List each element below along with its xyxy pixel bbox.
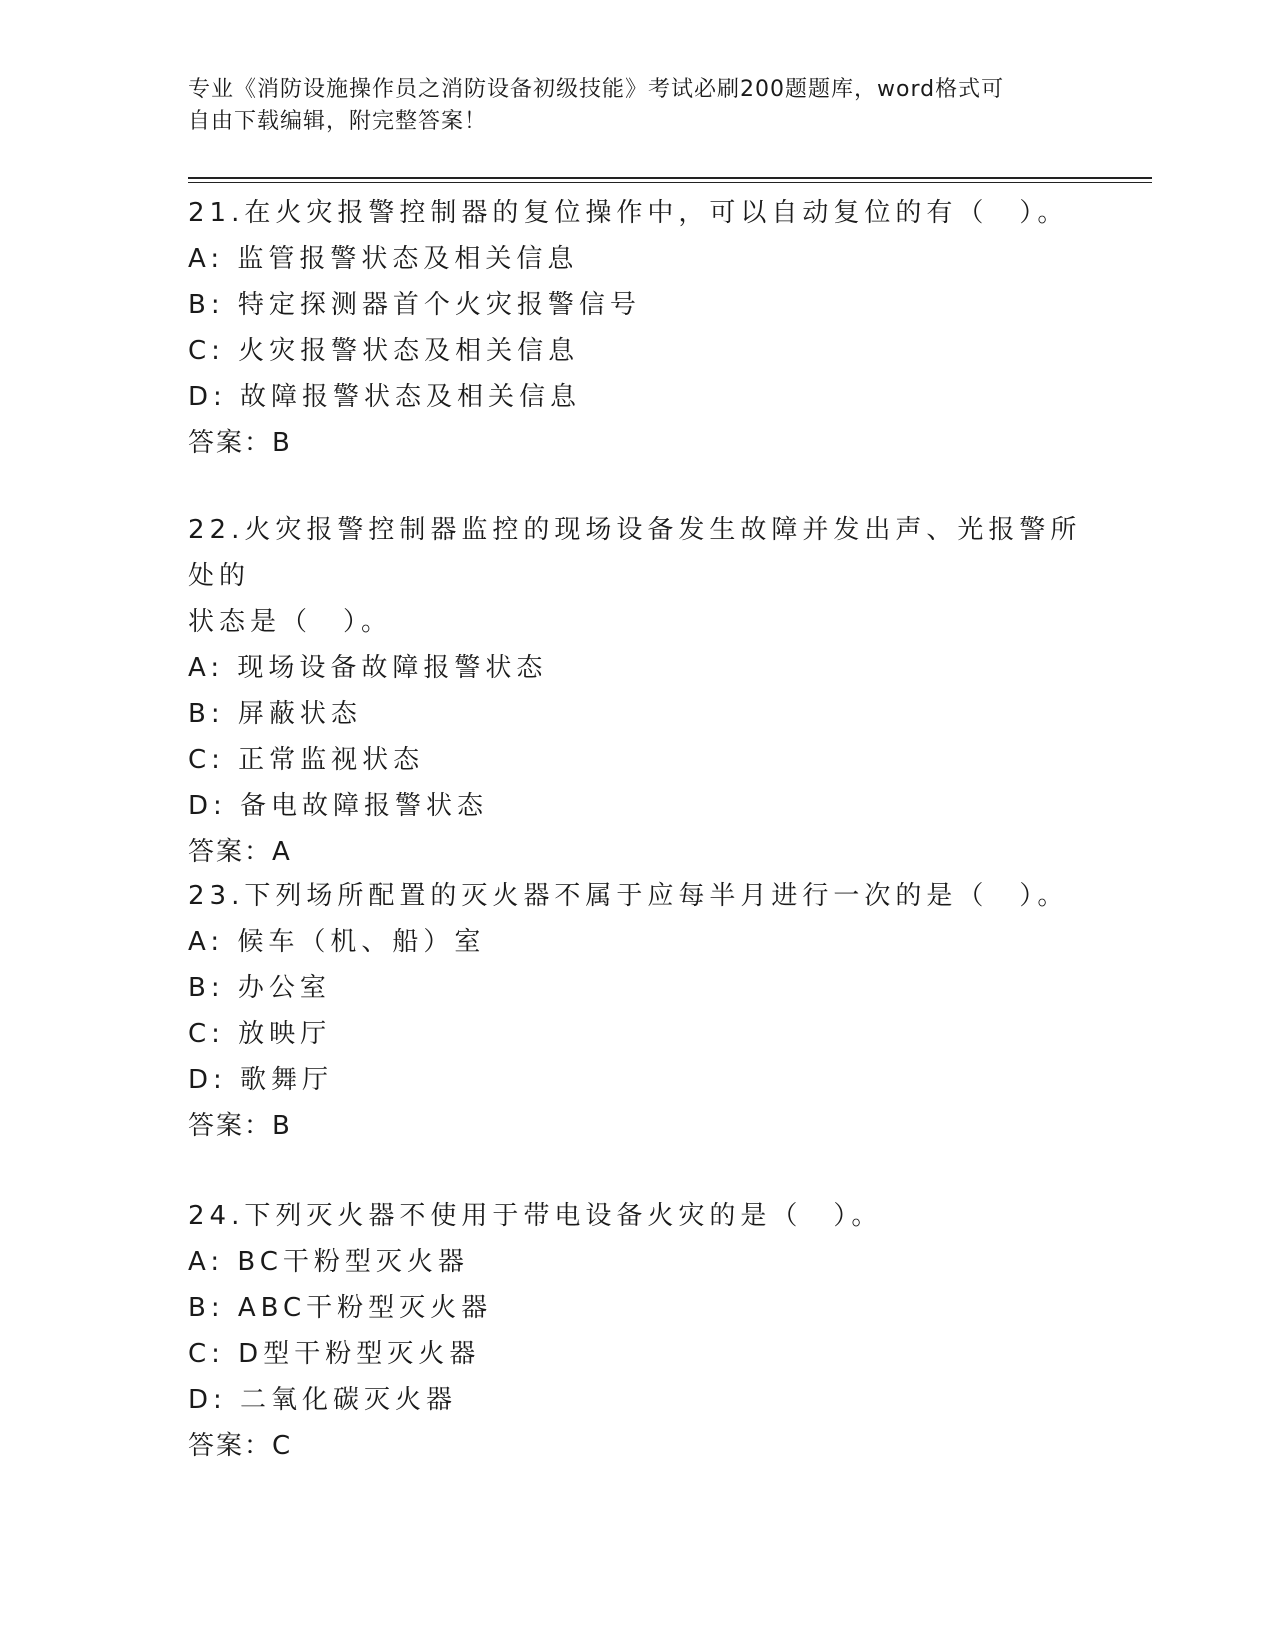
option-b: B: ABC干粉型灭火器 (188, 1293, 493, 1323)
header-line-1: 专业《消防设施操作员之消防设备初级技能》考试必刷200题题库，word格式可 (188, 77, 1005, 102)
option-d: D: 歌舞厅 (188, 1065, 334, 1095)
option-a: A: 监管报警状态及相关信息 (188, 244, 579, 274)
question-stem: 21.在火灾报警控制器的复位操作中，可以自动复位的有（ ）。 (188, 198, 1069, 228)
question-22 (188, 507, 1088, 875)
option-a: A: BC干粉型灭火器 (188, 1247, 469, 1277)
question-stem-continued: 状态是（ ）。 (188, 607, 393, 637)
question-24 (188, 1193, 1088, 1469)
option-b: B: 办公室 (188, 973, 331, 1003)
option-a: A: 候车（机、船）室 (188, 927, 486, 957)
answer-label: 答案：B (188, 1111, 292, 1141)
question-stem: 24.下列灭火器不使用于带电设备火灾的是（ ）。 (188, 1201, 883, 1231)
question-stem: 22.火灾报警控制器监控的现场设备发生故障并发出声、光报警所处的 (188, 515, 1082, 591)
answer-label: 答案：A (188, 837, 292, 867)
question-21 (188, 190, 1088, 466)
option-d: D: 备电故障报警状态 (188, 791, 489, 821)
option-c: C: 火灾报警状态及相关信息 (188, 336, 580, 366)
option-c: C: D型干粉型灭火器 (188, 1339, 481, 1369)
answer-label: 答案：C (188, 1431, 293, 1461)
option-b: B: 屏蔽状态 (188, 699, 362, 729)
header-line-2: 自由下载编辑，附完整答案！ (188, 109, 488, 134)
option-a: A: 现场设备故障报警状态 (188, 653, 548, 683)
option-d: D: 故障报警状态及相关信息 (188, 382, 582, 412)
question-stem: 23.下列场所配置的灭火器不属于应每半月进行一次的是（ ）。 (188, 881, 1069, 911)
answer-label: 答案：B (188, 428, 292, 458)
option-d: D: 二氧化碳灭火器 (188, 1385, 458, 1415)
document-header (188, 74, 1068, 138)
header-divider-thick (188, 177, 1152, 179)
header-divider-thin (188, 182, 1152, 183)
option-c: C: 放映厅 (188, 1019, 332, 1049)
option-b: B: 特定探测器首个火灾报警信号 (188, 290, 641, 320)
question-23 (188, 873, 1088, 1149)
option-c: C: 正常监视状态 (188, 745, 425, 775)
